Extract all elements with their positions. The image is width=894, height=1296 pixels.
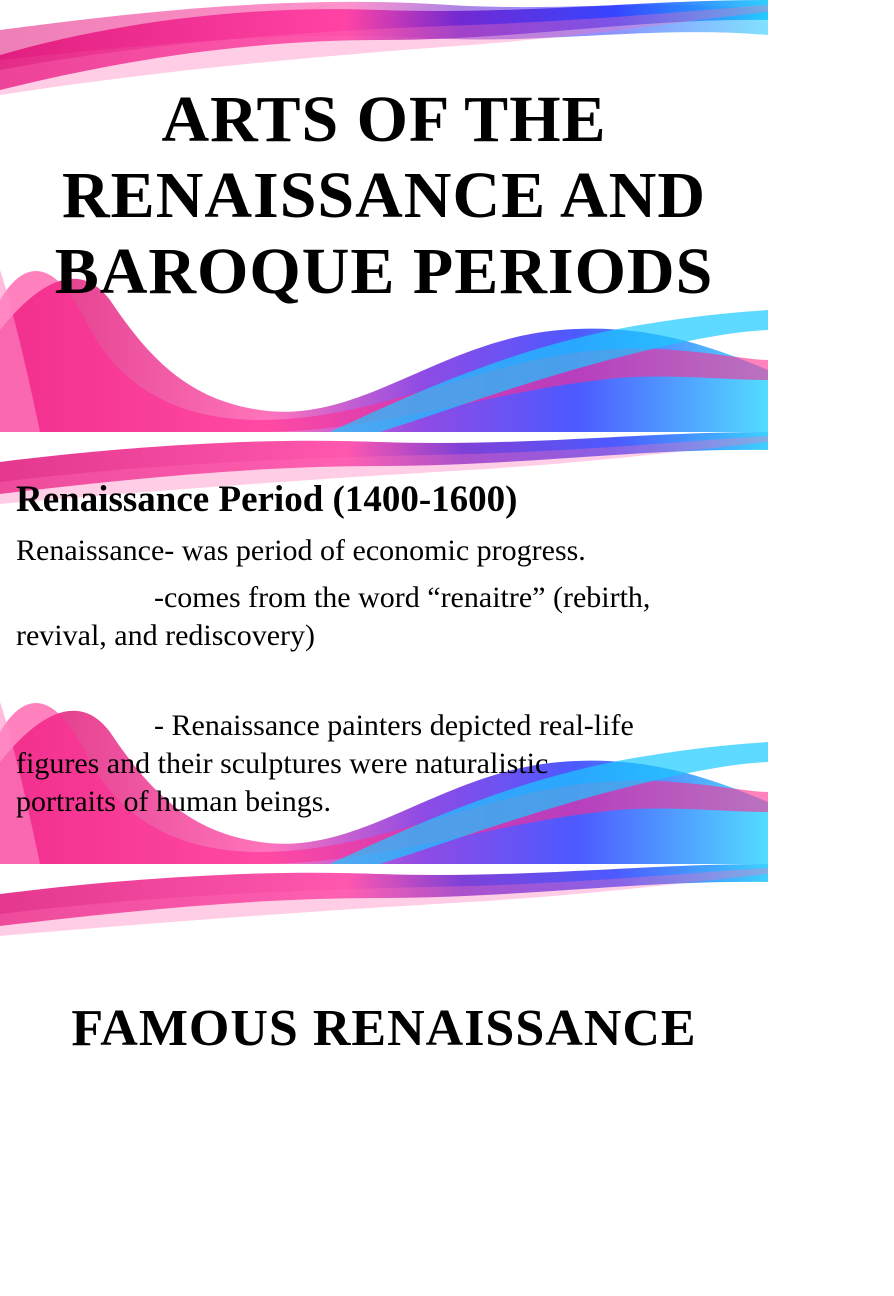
title-slide — [0, 0, 768, 432]
body-text-line: -comes from the word “renaitre” (rebirth, — [154, 581, 651, 614]
body-text-line: revival, and rediscovery) — [16, 619, 316, 652]
title-line: ARTS OF THE — [161, 83, 607, 156]
content-slide — [0, 432, 768, 864]
body-text-line: figures and their sculptures were naturalistic — [16, 747, 549, 780]
title-line: BAROQUE PERIODS — [54, 235, 714, 308]
section-heading: Renaissance Period (1400-1600) — [16, 479, 518, 520]
slide-title: FAMOUS RENAISSANCE — [71, 1000, 697, 1057]
presentation-title — [0, 82, 768, 310]
title-line: RENAISSANCE AND — [62, 159, 706, 232]
decorative-swirl-graphic — [0, 864, 768, 1296]
body-text-line: Renaissance- was period of economic progress. — [16, 534, 586, 567]
body-text-line: portraits of human beings. — [16, 785, 331, 818]
partial-slide — [0, 864, 768, 1057]
body-text-line: - Renaissance painters depicted real-life — [154, 709, 634, 742]
